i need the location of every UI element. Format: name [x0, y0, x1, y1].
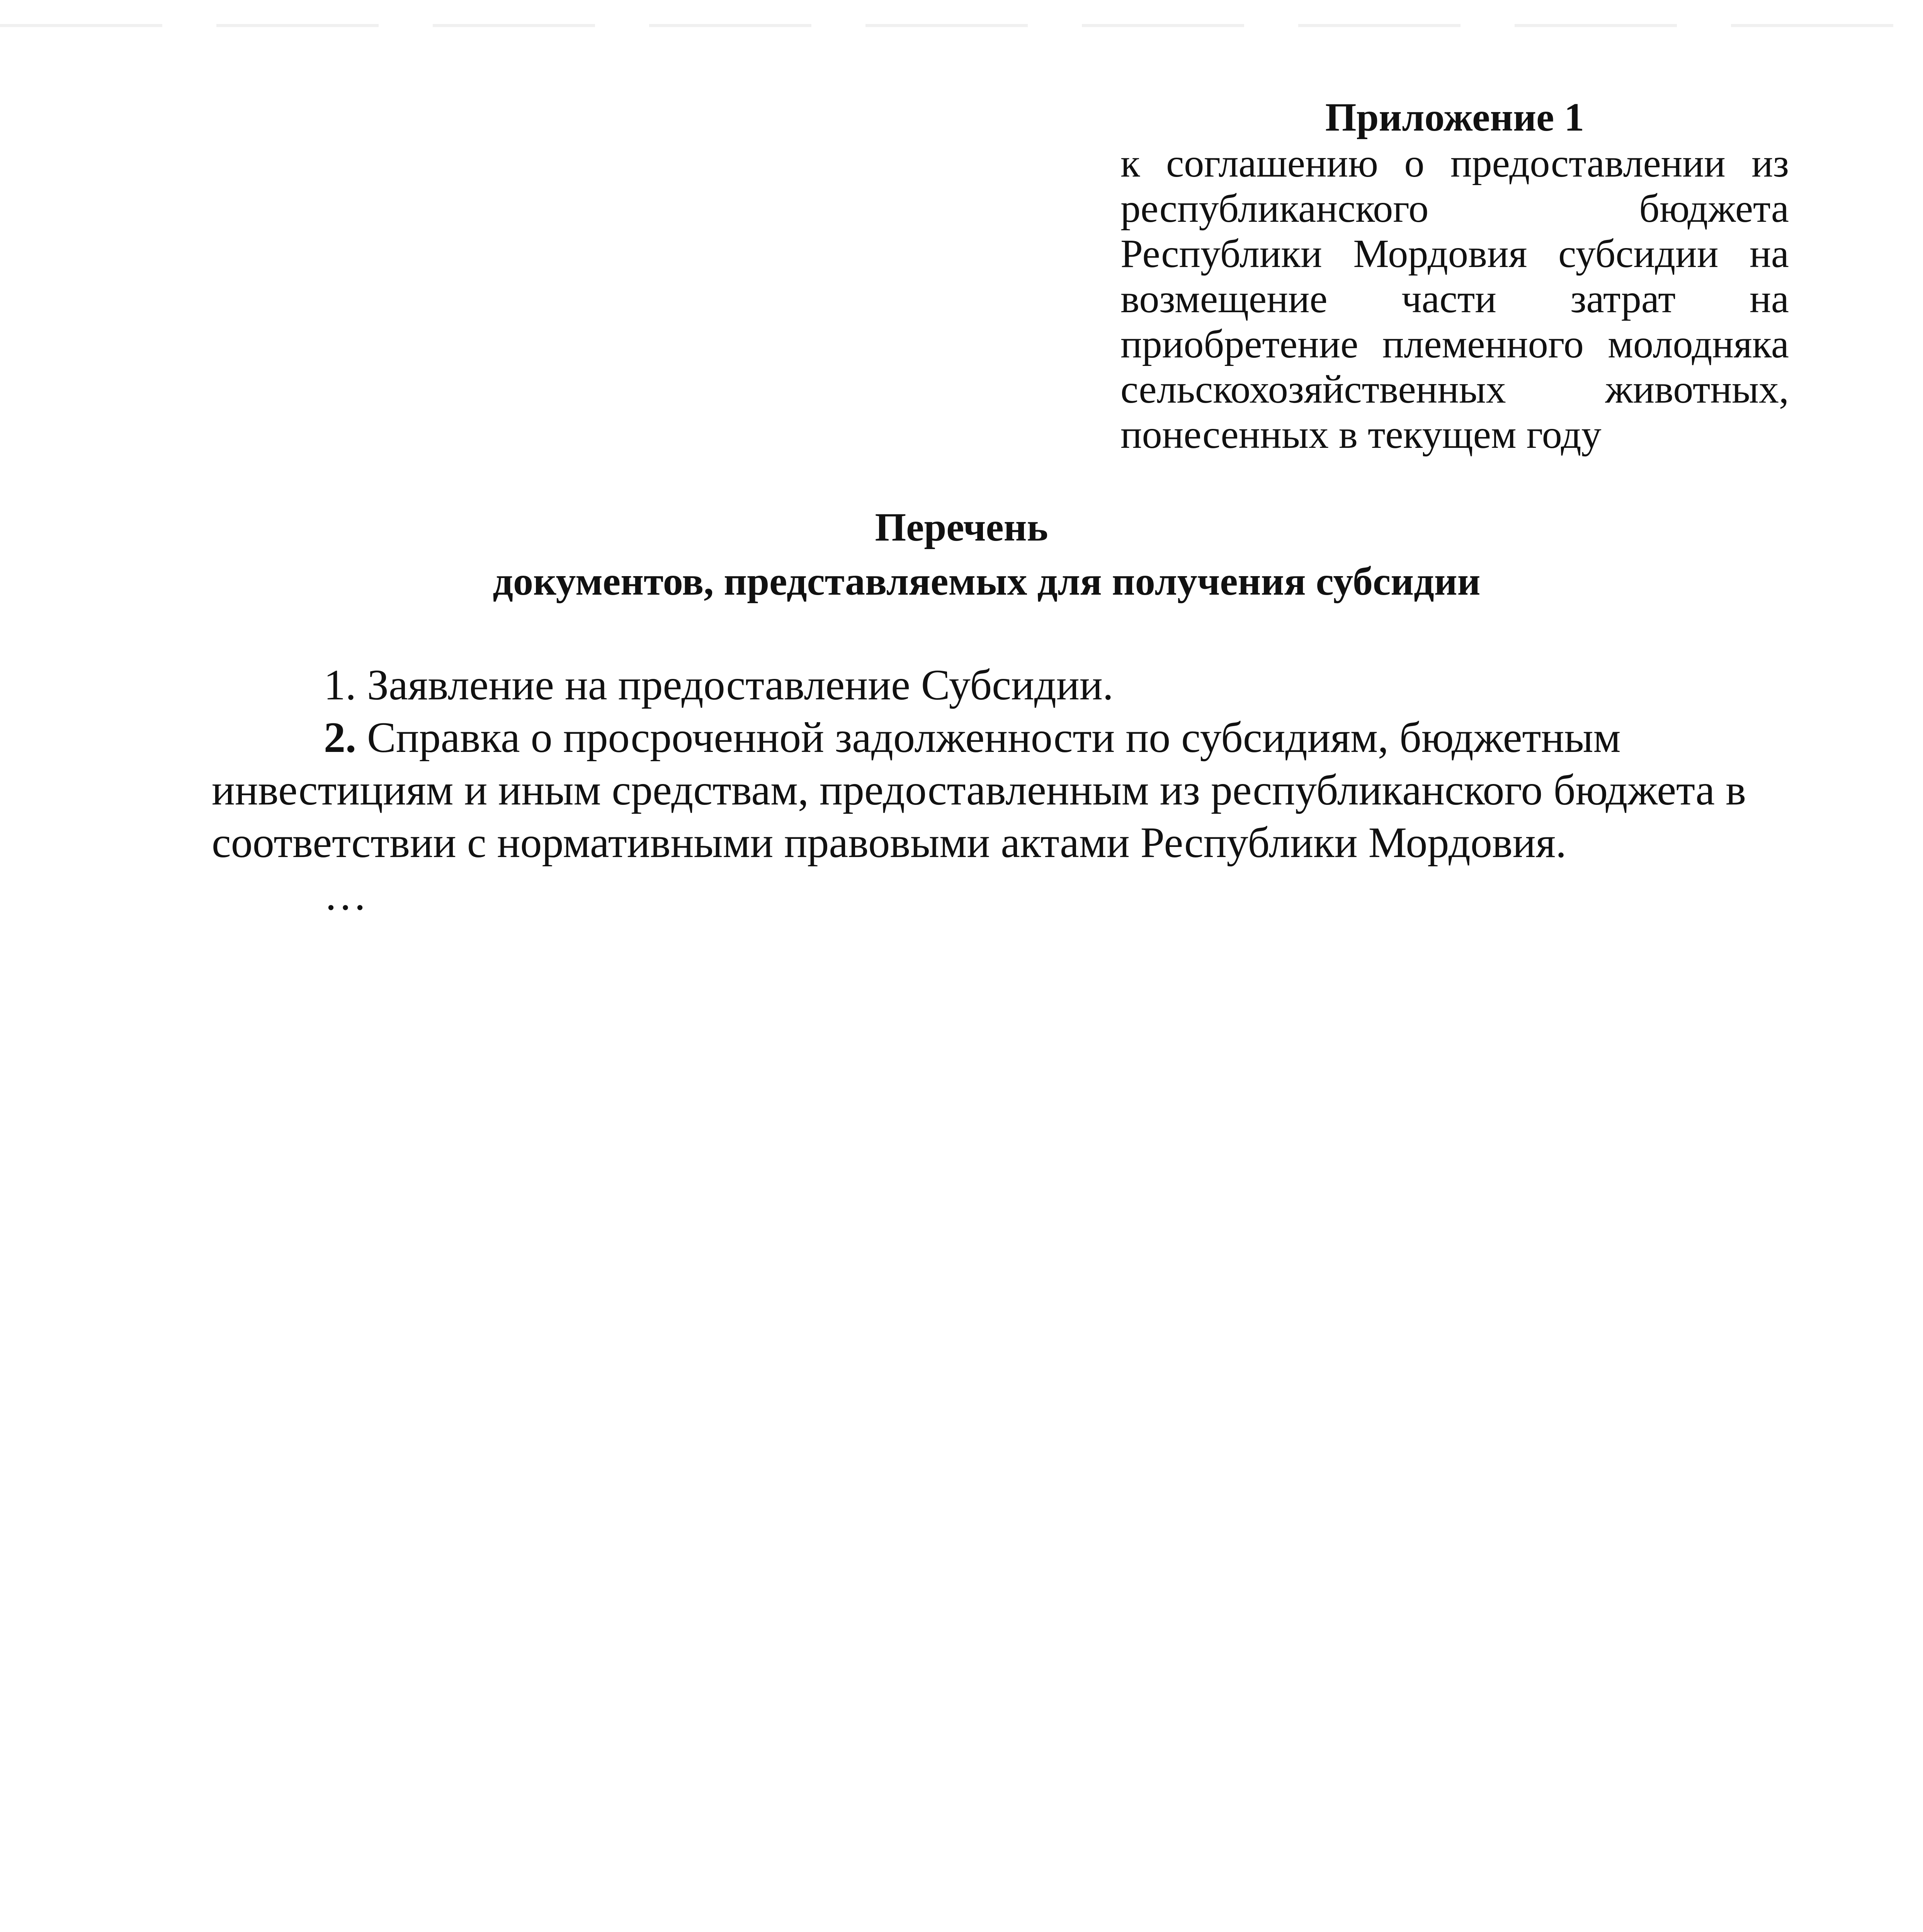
- document-heading: [0, 500, 1923, 609]
- list-item-text: Заявление на предоставление Субсидии.: [367, 661, 1114, 709]
- list-item: [212, 659, 1788, 711]
- list-item-text: Справка о просроченной задолженности по субсидиям, бюджетным инвестициям и иным средствам, предоставленным из республиканского бюджета в соответствии с нормативными правовыми актами Республики Мордовия.: [212, 714, 1746, 867]
- document-list: [212, 659, 1788, 922]
- list-item-number: 1.: [324, 661, 356, 709]
- annex-title: Приложение 1: [1325, 95, 1585, 139]
- heading-title: Перечень: [875, 505, 1048, 549]
- ellipsis-continuation: …: [324, 871, 367, 919]
- list-item: [212, 711, 1788, 869]
- heading-subtitle: документов, представляемых для получения субсидии: [493, 559, 1481, 604]
- annex-block: [1120, 95, 1789, 457]
- annex-text: к соглашению о предоставлении из республиканского бюджета Республики Мордовия субсидии на возмещение части затрат на приобретение племенного молодняка сельскохозяйственных животных, понесенных в текущем году: [1120, 141, 1789, 457]
- scan-edge-artifact: [0, 24, 1923, 27]
- list-item-number: 2.: [324, 714, 356, 762]
